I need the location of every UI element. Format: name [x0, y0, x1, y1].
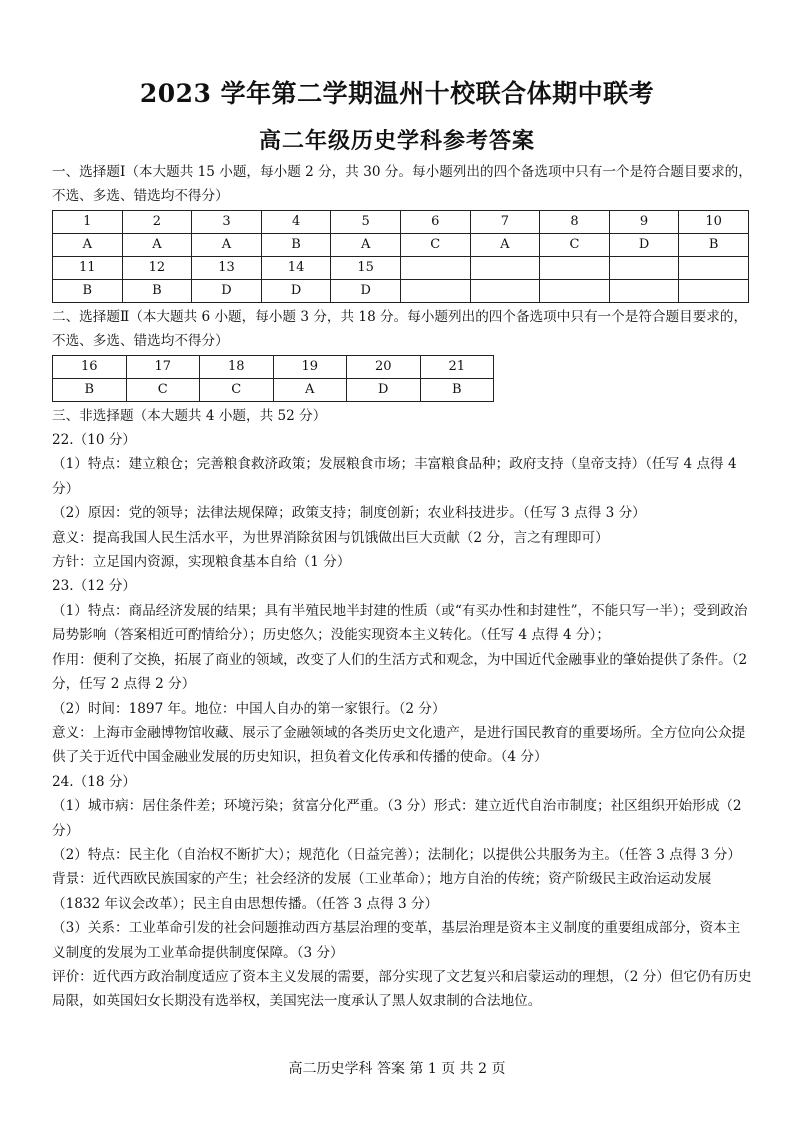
answer-letter: D: [331, 279, 401, 302]
answer-letter: B: [122, 279, 192, 302]
answer-letter: A: [273, 378, 347, 401]
q24-part2-background: 背景：近代西欧民族国家的产生；社会经济的发展（工业革命）；地方自治的传统；资产阶级民主政治运动发展（1832 年议会改革）；民主自由思想传播。（任答 3 点得 3 分）: [52, 871, 712, 912]
answer-letter: D: [609, 233, 679, 256]
table-row: [53, 378, 494, 401]
answer-letter: A: [122, 233, 192, 256]
section1-intro: 一、选择题Ⅰ（本大题共 15 小题，每小题 2 分，共 30 分。每小题列出的四个备选项中只有一个是符合题目要求的，不选、多选、错选均不得分）: [52, 164, 752, 205]
q23-part1-features: （1）特点：商品经济发展的结果；具有半殖民地半封建的性质（或“有买办性和封建性”，不能只写一半）；受到政治局势影响（答案相近可酌情给分）；历史悠久；没能实现资本主义转化。（任写 4 点得 4 分）；: [52, 602, 748, 644]
answer-letter: D: [347, 378, 421, 401]
answer-letter: B: [420, 378, 494, 401]
q23-part1-role: 作用：便利了交换，拓展了商业的领域，改变了人们的生活方式和观念，为中国近代金融事业的肇始提供了条件。（2 分，任写 2 点得 2 分）: [52, 651, 748, 693]
empty-cell: [609, 256, 679, 279]
q24-part2-features: （2）特点：民主化（自治权不断扩大）；规范化（日益完善）；法制化；以提供公共服务为主。（任答 3 点得 3 分）: [52, 846, 741, 863]
question-number: 6: [400, 210, 470, 233]
question-number: 21: [420, 355, 494, 378]
page-title: 2023 学年第二学期温州十校联合体期中联考: [139, 79, 655, 108]
answer-letter: C: [540, 233, 610, 256]
answer-letter: C: [400, 233, 470, 256]
answer-letter: B: [261, 233, 331, 256]
page-footer: 高二历史学科 答案 第 1 页 共 2 页: [288, 1061, 506, 1077]
question-number: 20: [347, 355, 421, 378]
question-number: 18: [200, 355, 274, 378]
answer-letter: B: [53, 378, 127, 401]
question-number: 11: [53, 256, 123, 279]
question-number: 19: [273, 355, 347, 378]
question-number: 13: [192, 256, 262, 279]
q22-part1: （1）特点：建立粮仓；完善粮食救济政策；发展粮食市场；丰富粮食品种；政府支持（皇帝支持）（任写 4 点得 4 分）: [52, 456, 737, 497]
table-row: [53, 279, 749, 302]
answer-letter: B: [679, 233, 749, 256]
question-number: 9: [609, 210, 679, 233]
q23-part2-significance: 意义：上海市金融博物馆收藏、展示了金融领域的各类历史文化遗产，是进行国民教育的重要场所。全方位向公众提供了关于近代中国金融业发展的历史知识，担负着文化传承和传播的使命。（4 分）: [52, 724, 746, 766]
question-number: 5: [331, 210, 401, 233]
answer-letter: B: [53, 279, 123, 302]
question-number: 14: [261, 256, 331, 279]
question-number: 2: [122, 210, 192, 233]
empty-cell: [679, 279, 749, 302]
q24-part3-relation: （3）关系：工业革命引发的社会问题推动西方基层治理的变革，基层治理是资本主义制度的重要组成部分，资本主义制度的发展为工业革命提供制度保障。（3 分）: [52, 920, 741, 961]
q22-part2-reason: （2）原因：党的领导；法律法规保障；政策支持；制度创新；农业科技进步。（任写 3 点得 3 分）: [52, 505, 646, 522]
q22-heading: 22.（10 分）: [52, 432, 137, 449]
q24-part1: （1）城市病：居住条件差；环境污染；贫富分化严重。（3 分）形式：建立近代自治市制度；社区组织开始形成（2 分）: [52, 798, 742, 839]
empty-cell: [540, 256, 610, 279]
table-row: [53, 355, 494, 378]
empty-cell: [400, 256, 470, 279]
question-number: 4: [261, 210, 331, 233]
section3-intro: 三、非选择题（本大题共 4 小题，共 52 分）: [52, 407, 327, 424]
empty-cell: [470, 279, 540, 302]
question-number: 1: [53, 210, 123, 233]
empty-cell: [609, 279, 679, 302]
section1-answer-table: [52, 210, 749, 303]
section2-intro: 二、选择题Ⅱ（本大题共 6 小题，每小题 3 分，共 18 分。每小题列出的四个备选项中只有一个是符合题目要求的，不选、多选、错选均不得分）: [52, 308, 748, 350]
page-subtitle: 高二年级历史学科参考答案: [258, 128, 535, 154]
question-number: 7: [470, 210, 540, 233]
answer-body: [52, 160, 752, 1014]
empty-cell: [679, 256, 749, 279]
question-number: 3: [192, 210, 262, 233]
table-row: [53, 256, 749, 279]
q22-part2-policy: 方针：立足国内资源，实现粮食基本自给（1 分）: [52, 554, 351, 571]
question-number: 17: [126, 355, 200, 378]
empty-cell: [540, 279, 610, 302]
question-number: 16: [53, 355, 127, 378]
question-number: 15: [331, 256, 401, 279]
table-row: [53, 210, 749, 233]
empty-cell: [400, 279, 470, 302]
q23-part2: （2）时间：1897 年。地位：中国人自办的第一家银行。（2 分）: [52, 700, 446, 717]
empty-cell: [470, 256, 540, 279]
answer-letter: D: [261, 279, 331, 302]
answer-letter: A: [331, 233, 401, 256]
q22-part2-significance: 意义：提高我国人民生活水平，为世界消除贫困与饥饿做出巨大贡献（2 分，言之有理即可）: [52, 529, 609, 546]
section2-answer-table: [52, 355, 494, 402]
question-number: 8: [540, 210, 610, 233]
q24-heading: 24.（18 分）: [52, 773, 137, 790]
q23-heading: 23.（12 分）: [52, 578, 137, 595]
answer-letter: D: [192, 279, 262, 302]
question-number: 12: [122, 256, 192, 279]
table-row: [53, 233, 749, 256]
answer-letter: C: [200, 378, 274, 401]
question-number: 10: [679, 210, 749, 233]
answer-letter: C: [126, 378, 200, 401]
q24-part3-evaluation: 评价：近代西方政治制度适应了资本主义发展的需要，部分实现了文艺复兴和启蒙运动的理想，（2 分）但它仍有历史局限，如英国妇女长期没有选举权，美国宪法一度承认了黑人奴隶制的合法地位。: [52, 968, 752, 1010]
answer-letter: A: [470, 233, 540, 256]
answer-letter: A: [53, 233, 123, 256]
answer-letter: A: [192, 233, 262, 256]
